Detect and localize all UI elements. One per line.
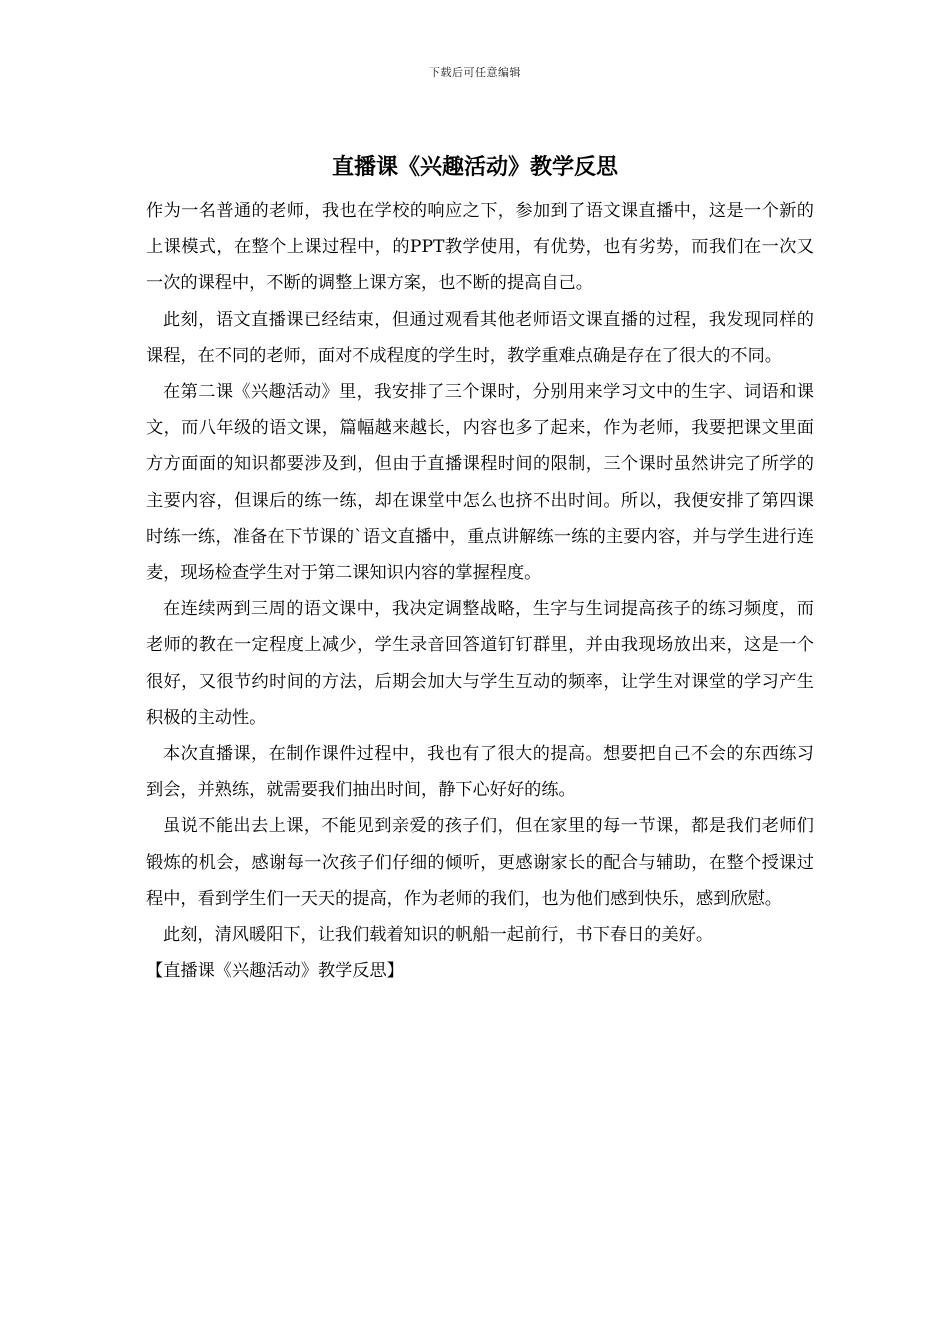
paragraph: 此刻，清风暖阳下，让我们载着知识的帆船一起前行，书下春日的美好。 bbox=[163, 925, 714, 946]
document-body bbox=[146, 193, 814, 989]
paragraph: 此刻，语文直播课已经结束，但通过观看其他老师语文课直播的过程，我发现同样的课程，在不同的老师，面对不成程度的学生时，教学重难点确是存在了很大的不同。 bbox=[146, 309, 814, 366]
paragraph: 在连续两到三周的语文课中，我决定调整战略，生字与生词提高孩子的练习频度，而老师的教在一定程度上减少，学生录音回答道钉钉群里，并由我现场放出来，这是一个很好，又很节约时间的方法，后期会加大与学生互动的频率，让学生对课堂的学习产生积极的主动性。 bbox=[146, 599, 814, 728]
paragraph: 虽说不能出去上课，不能见到亲爱的孩子们，但在家里的每一节课，都是我们老师们锻炼的机会，感谢每一次孩子们仔细的倾听，更感谢家长的配合与辅助，在整个授课过程中，看到学生们一天天的提高，作为老师的我们，也为他们感到快乐，感到欣慰。 bbox=[146, 816, 814, 909]
closing-title-tag: 【直播课《兴趣活动》教学反思】 bbox=[146, 961, 404, 982]
paragraph: 在第二课《兴趣活动》里，我安排了三个课时，分别用来学习文中的生字、词语和课文，而八年级的语文课，篇幅越来越长，内容也多了起来，作为老师，我要把课文里面方方面面的知识都要涉及到，但由于直播课程时间的限制，三个课时虽然讲完了所学的主要内容，但课后的练一练，却在课堂中怎么也挤不出时间。所以，我便安排了第四课时练一练，准备在下节课的`语文直播中，重点讲解练一练的主要内容，并与学生进行连麦，现场检查学生对于第二课知识内容的掌握程度。 bbox=[146, 382, 814, 584]
page-header: 下载后可任意编辑 bbox=[429, 66, 521, 79]
document-title: 直播课《兴趣活动》教学反思 bbox=[331, 154, 618, 180]
paragraph-intro: 作为一名普通的老师，我也在学校的响应之下，参加到了语文课直播中，这是一个新的上课模式，在整个上课过程中，的PPT教学使用，有优势，也有劣势，而我们在一次又一次的课程中，不断的调整上课方案，也不断的提高自己。 bbox=[146, 201, 814, 294]
paragraph: 本次直播课，在制作课件过程中，我也有了很大的提高。想要把自己不会的东西练习到会，并熟练，就需要我们抽出时间，静下心好好的练。 bbox=[146, 744, 814, 801]
